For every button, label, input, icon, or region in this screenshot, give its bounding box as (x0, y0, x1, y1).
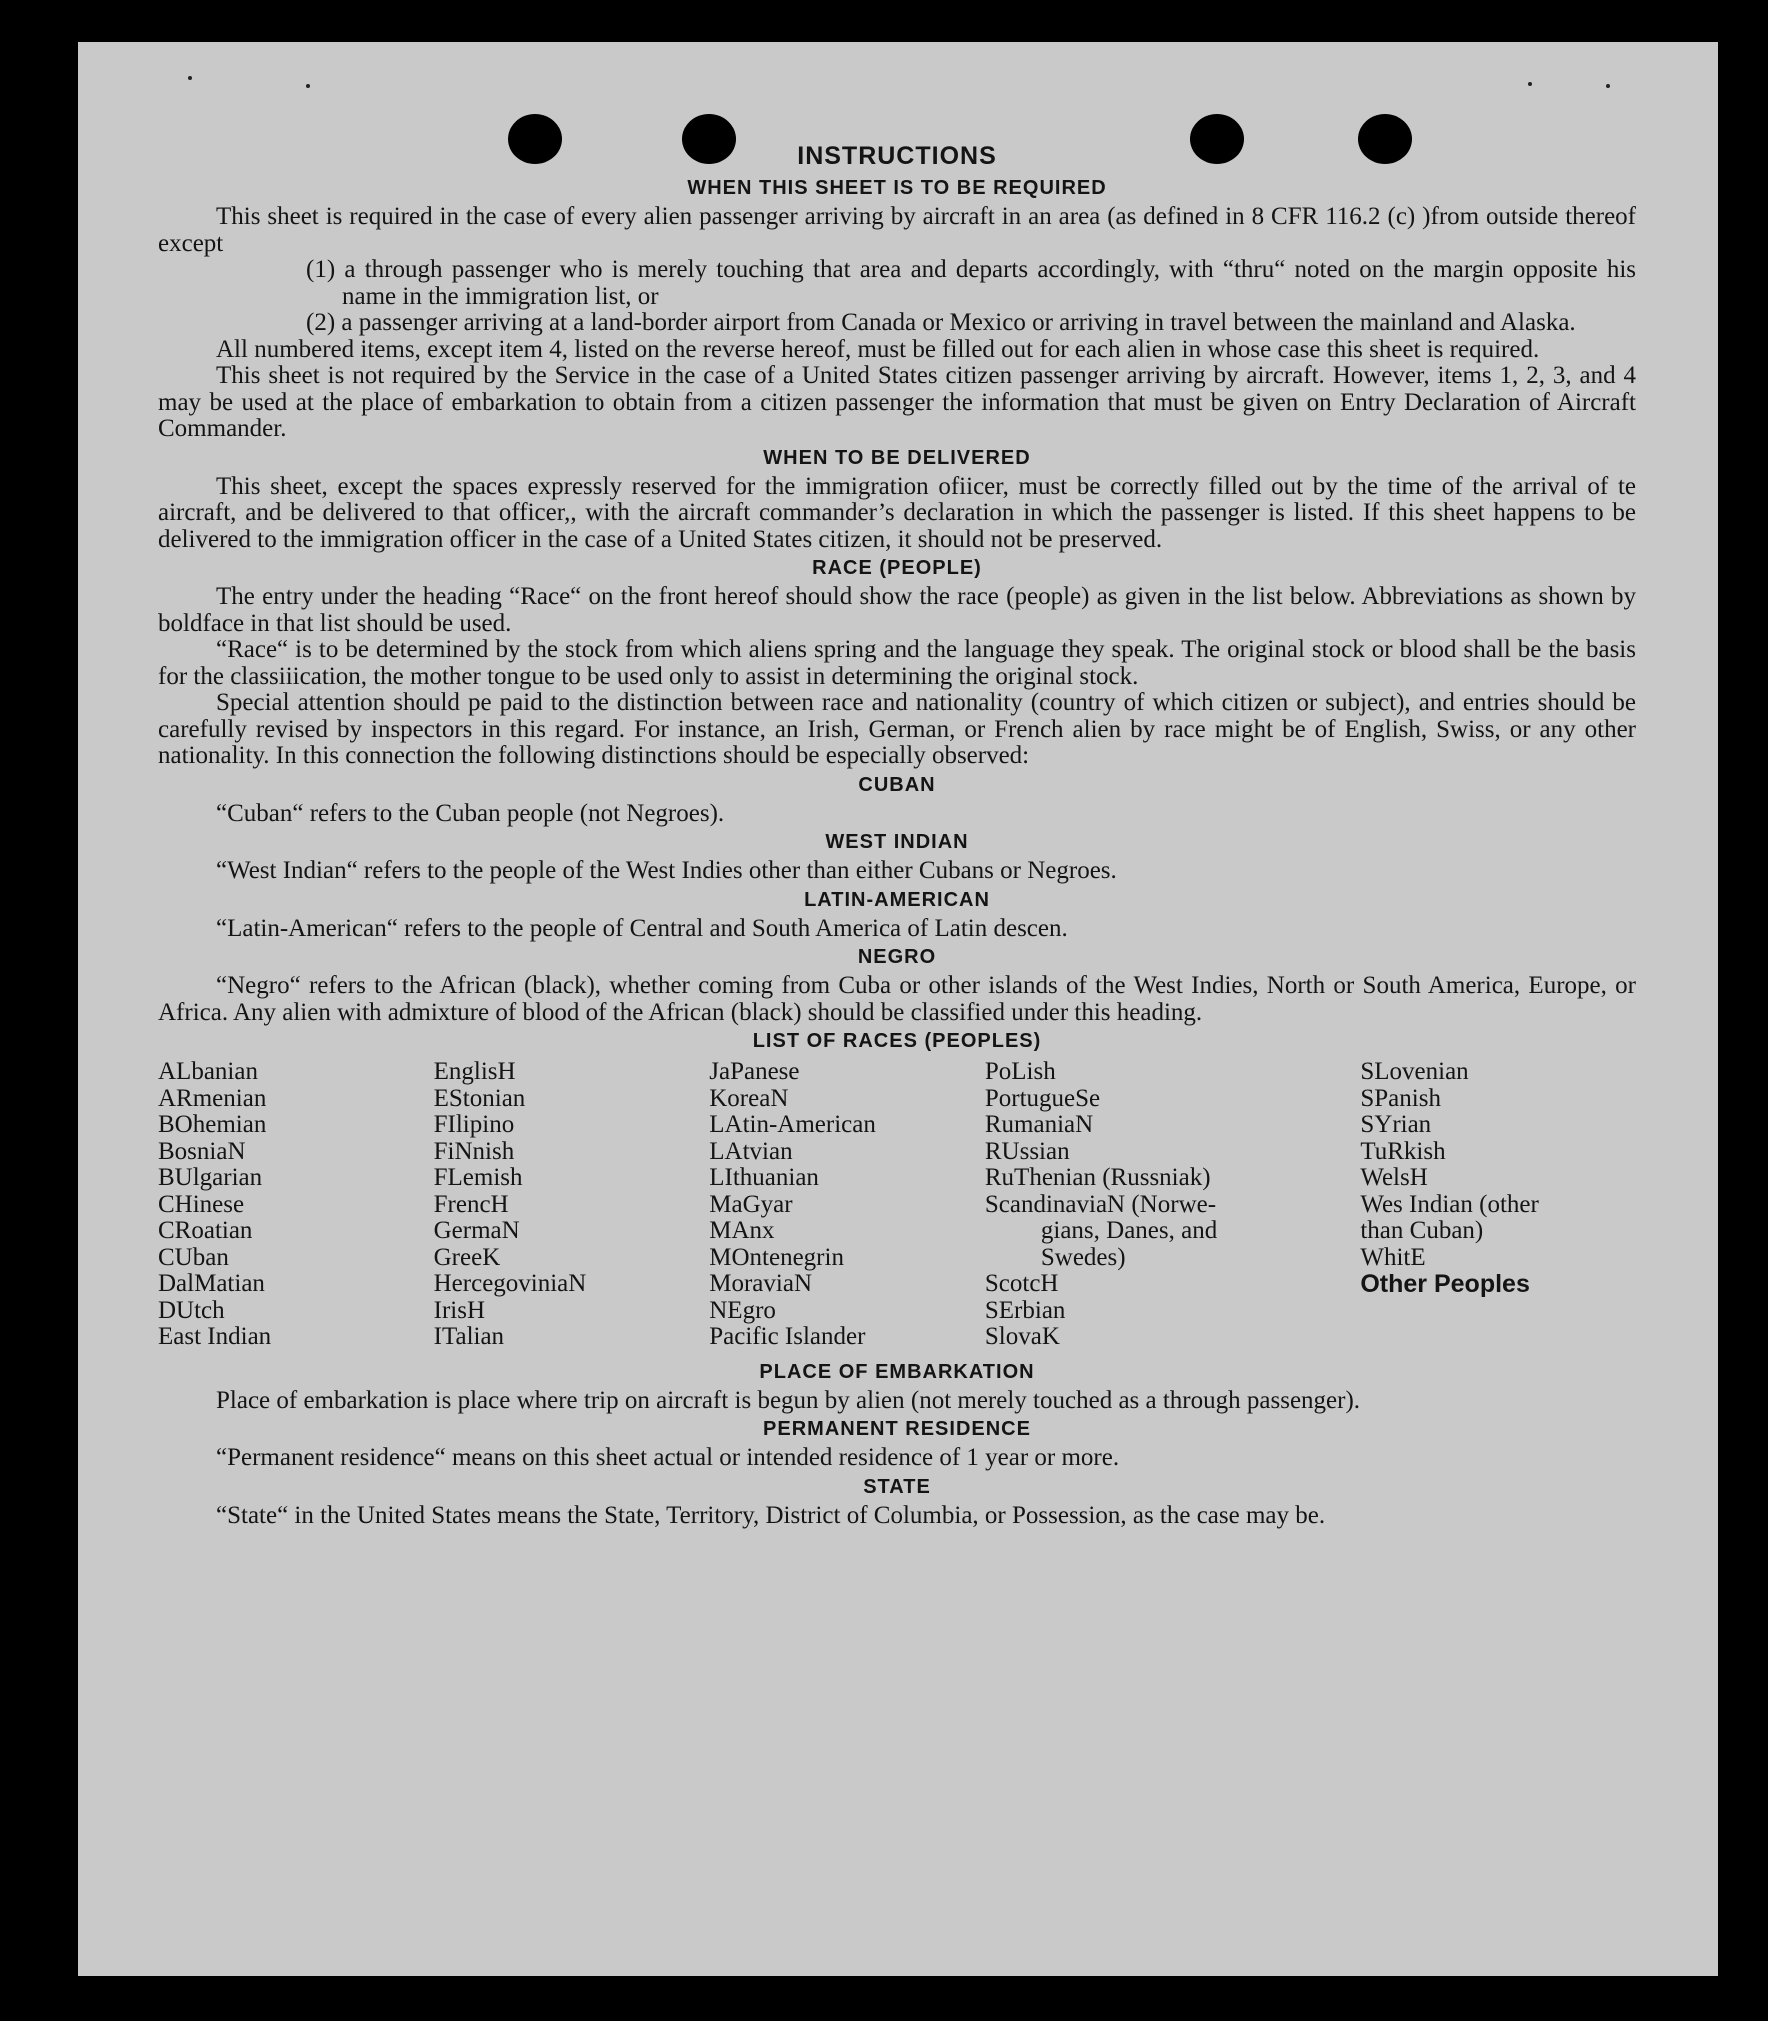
section-heading: RACE (PEOPLE) (812, 557, 982, 579)
race-entry: PortugueSe (984, 1084, 1101, 1112)
race-entry: NEgro (709, 1296, 776, 1324)
race-entry: CHinese (158, 1190, 245, 1218)
race-entry: East Indian (158, 1323, 272, 1350)
race-entry: MaGyar (709, 1190, 793, 1218)
race-entry: EnglisH (433, 1058, 516, 1085)
race-entry: SErbian (984, 1296, 1066, 1324)
race-entry: SYrian (1360, 1111, 1432, 1138)
race-entry: SlovaK (984, 1323, 1060, 1350)
race-entry: HercegoviniaN (433, 1270, 587, 1297)
race-entry: Pacific Islander (709, 1323, 866, 1350)
paragraph: All numbered items, except item 4, listed on the reverse hereof, must be filled out for each alien in whose case this sheet is required. (216, 335, 1540, 363)
race-column (158, 1059, 434, 1351)
paragraph: Place of embarkation is place where trip on aircraft is begun by alien (not merely touched as a through passenger). (216, 1386, 1361, 1414)
section-heading: PERMANENT RESIDENCE (763, 1418, 1031, 1440)
race-entry: Wes Indian (other (1360, 1190, 1539, 1218)
race-entry: SLovenian (1360, 1058, 1469, 1085)
race-entry: DUtch (158, 1296, 225, 1324)
paragraph: “Permanent residence“ means on this sheet actual or intended residence of 1 year or more. (216, 1444, 1120, 1471)
race-entry: LIthuanian (709, 1164, 819, 1191)
page-title: INSTRUCTIONS (797, 142, 997, 170)
race-entry: RuThenian (Russniak) (984, 1164, 1211, 1191)
paragraph: “Cuban“ refers to the Cuban people (not Negroes). (216, 799, 725, 827)
race-entry: CUban (158, 1243, 229, 1271)
race-entry: ScotcH (984, 1270, 1059, 1297)
race-entry: WhitE (1360, 1243, 1426, 1271)
section-heading: WEST INDIAN (825, 831, 969, 853)
race-entry: gians, Danes, and (1040, 1217, 1218, 1244)
list-item: (2) a passenger arriving at a land-border airport from Canada or Mexico or arriving in travel between the mainland and Alaska. (306, 309, 1576, 336)
paragraph: This sheet, except the spaces expressly reserved for the immigration ofiicer, must be correctly filled out by the time of the arrival of te aircraft, and be delivered to that officer,, with the aircraft commander’s declaration in which the passenger is listed. If this sheet happens to be delivered to the immigration officer in the case of a United States citizen, it should not be preserved. (158, 472, 1636, 553)
race-entry: MOntenegrin (709, 1243, 844, 1271)
punch-hole (682, 114, 736, 164)
paragraph: This sheet is required in the case of every alien passenger arriving by aircraft in an area (as defined in 8 CFR 116.2 (c) )from outside thereof except (158, 203, 1636, 257)
section-heading: NEGRO (857, 946, 937, 968)
speck (1606, 84, 1610, 88)
section-heading: WHEN THIS SHEET IS TO BE REQUIRED (687, 177, 1107, 199)
race-entry: RUssian (984, 1137, 1070, 1165)
speck (188, 76, 192, 80)
race-entry: ScandinaviaN (Norwe- (984, 1190, 1217, 1218)
paragraph: This sheet is not required by the Service in the case of a United States citizen passenger arriving by aircraft. However, items 1, 2, 3, and 4 may be used at the place of embarkation to obtain from a citizen passenger the information that must be given on Entry Declaration of Aircraft Commander. (158, 362, 1636, 442)
instruction-sheet (78, 42, 1718, 1976)
race-entry: LAtin-American (709, 1111, 876, 1138)
race-entry: PoLish (984, 1058, 1056, 1085)
section-heading: PLACE OF EMBARKATION (759, 1360, 1035, 1383)
race-entry: BosniaN (158, 1137, 246, 1165)
paragraph: “State“ in the United States means the State, Territory, District of Columbia, or Possession, as the case may be. (216, 1501, 1326, 1529)
punch-hole (508, 114, 562, 164)
race-entry: GreeK (433, 1243, 501, 1271)
race-entry: GermaN (433, 1217, 520, 1244)
race-column (985, 1059, 1360, 1351)
race-entry: MoraviaN (709, 1270, 812, 1297)
section-heading: STATE (863, 1475, 931, 1498)
race-entry: ITalian (433, 1323, 505, 1350)
race-entry: SPanish (1360, 1084, 1441, 1112)
punch-hole (1190, 114, 1244, 164)
race-entry: than Cuban) (1360, 1217, 1484, 1244)
section-heading: WHEN TO BE DELIVERED (763, 446, 1031, 469)
speck (306, 84, 310, 88)
race-entry: Swedes) (1040, 1243, 1126, 1271)
paragraph: “Negro“ refers to the African (black), whether coming from Cuba or other islands of the West Indies, North or South America, Europe, or Africa. Any alien with admixture of blood of the African (black) should be classified under this heading. (158, 972, 1636, 1026)
paragraph: “Race“ is to be determined by the stock from which aliens spring and the language they speak. The original stock or blood shall be the basis for the classiiication, the mother tongue to be used only to assist in determining the original stock. (158, 636, 1636, 690)
race-entry: FrencH (433, 1190, 509, 1218)
paragraph: “Latin-American“ refers to the people of Central and South America of Latin descen. (216, 914, 1068, 942)
speck (1528, 82, 1532, 86)
section-heading: CUBAN (858, 773, 936, 796)
race-entry: KoreaN (709, 1084, 789, 1112)
race-entry: Other Peoples (1360, 1270, 1530, 1298)
paragraph: Special attention should pe paid to the distinction between race and nationality (country of which citizen or subject), and entries should be carefully revised by inspectors in this regard. For instance, an Irish, German, or French alien by race might be of English, Swiss, or any other nationality. In this connection the following distinctions should be especially observed: (158, 689, 1636, 769)
punch-hole (1358, 114, 1412, 164)
race-column (709, 1059, 985, 1351)
paragraph: The entry under the heading “Race“ on the front hereof should show the race (people) as given in the list below. Abbreviations as shown by boldface in that list should be used. (158, 583, 1636, 637)
section-heading: LATIN-AMERICAN (804, 888, 990, 911)
race-entry: ALbanian (158, 1058, 258, 1085)
race-entry: BUlgarian (158, 1164, 263, 1191)
race-column (434, 1059, 710, 1351)
race-entry: RumaniaN (984, 1111, 1094, 1138)
race-entry: IrisH (433, 1296, 486, 1324)
race-entry: BOhemian (158, 1111, 267, 1138)
race-entry: LAtvian (709, 1137, 793, 1165)
race-entry: DalMatian (158, 1270, 265, 1297)
race-entry: EStonian (433, 1084, 526, 1112)
race-entry: JaPanese (709, 1058, 800, 1085)
paragraph: “West Indian“ refers to the people of the West Indies other than either Cubans or Negroes. (216, 857, 1117, 884)
race-list (158, 1059, 1636, 1351)
list-item: (1) a through passenger who is merely touching that area and departs accordingly, with “thru“ noted on the margin opposite his name in the immigration list, or (306, 256, 1636, 310)
race-column (1360, 1059, 1636, 1351)
race-entry: TuRkish (1360, 1137, 1446, 1165)
race-entry: WelsH (1360, 1164, 1428, 1191)
race-entry: FIlipino (433, 1111, 515, 1138)
section-heading: LIST OF RACES (PEOPLES) (752, 1030, 1042, 1052)
race-entry: FLemish (433, 1164, 523, 1191)
race-entry: MAnx (709, 1217, 775, 1244)
race-entry: ARmenian (158, 1084, 267, 1112)
race-entry: CRoatian (158, 1217, 253, 1244)
race-entry: FiNnish (433, 1137, 515, 1165)
